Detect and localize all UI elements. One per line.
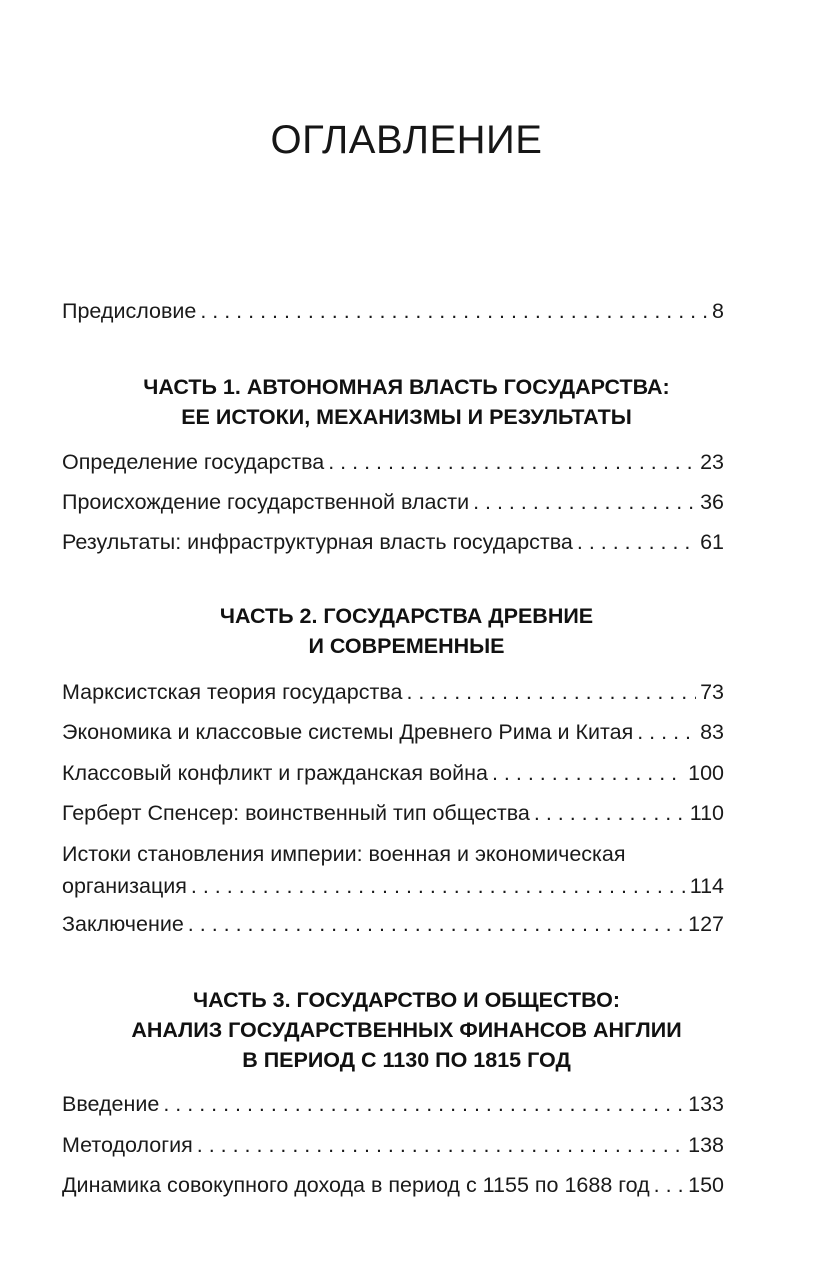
toc-entry [62,527,724,557]
toc-page-number: 36 [700,490,724,514]
toc-entry [62,447,724,477]
toc-entry-label: Герберт Спенсер: воинственный тип общества [62,801,530,825]
toc-page-number: 150 [688,1173,724,1197]
toc-page-number: 138 [688,1133,724,1157]
part-heading-line: В ПЕРИОД С 1130 ПО 1815 ГОД [242,1048,571,1072]
part-heading-line: ЧАСТЬ 1. АВТОНОМНАЯ ВЛАСТЬ ГОСУДАРСТВА: [143,375,670,399]
dot-leader [197,1130,684,1160]
toc-entry-label: Методология [62,1133,193,1157]
toc-entry [62,909,724,939]
part-heading-line: И СОВРЕМЕННЫЕ [308,634,505,658]
dot-leader [328,447,696,477]
part-heading-line: АНАЛИЗ ГОСУДАРСТВЕННЫХ ФИНАНСОВ АНГЛИИ [131,1018,682,1042]
toc-entry-label: Введение [62,1092,160,1116]
toc-entry [62,677,724,707]
toc-page-number: 110 [689,801,724,825]
toc-entry [62,487,724,517]
toc-entry [62,1130,724,1160]
part-heading-line: ЧАСТЬ 2. ГОСУДАРСТВА ДРЕВНИЕ [219,604,594,628]
toc-entry-label: Классовый конфликт и гражданская война [62,761,488,785]
toc-page-number: 73 [700,680,724,704]
toc-entry-preface [62,296,724,326]
toc-page-number: 8 [712,299,724,323]
dot-leader [191,870,686,902]
toc-entry [62,798,724,828]
page-title: ОГЛАВЛЕНИЕ [270,118,543,162]
toc-page-number: 114 [689,874,724,898]
toc-page-number: 127 [688,912,724,936]
toc-entry [62,758,724,788]
toc-entry [62,1089,724,1119]
toc-entry-label: Происхождение государственной власти [62,490,470,514]
dot-leader [188,909,684,939]
toc-entry-label: Динамика совокупного дохода в период с 1155 по 1688 год [62,1173,650,1197]
dot-leader [200,296,708,326]
toc-entry [62,838,724,902]
toc-entry [62,717,724,747]
toc-entry-label: Предисловие [62,299,197,323]
dot-leader [534,798,686,828]
dot-leader [654,1170,684,1200]
toc-entry-label: Марксистская теория государства [62,680,403,704]
toc-entry-label: Истоки становления империи: военная и экономическая [62,842,626,866]
toc-page-number: 83 [700,720,724,744]
toc-entry-label: Экономика и классовые системы Древнего Рима и Китая [62,720,634,744]
part-heading-line: ЕЕ ИСТОКИ, МЕХАНИЗМЫ И РЕЗУЛЬТАТЫ [181,405,632,429]
toc-entry-label-continued: организация [62,874,187,898]
toc-page-number: 61 [700,530,724,554]
toc-entry-label: Определение государства [62,450,325,474]
part-2-heading [0,601,813,661]
part-3-heading [0,985,813,1075]
toc-page-number: 23 [700,450,724,474]
part-1-heading [0,372,813,432]
dot-leader [473,487,696,517]
toc-entry-label: Заключение [62,912,184,936]
dot-leader [577,527,696,557]
dot-leader [637,717,696,747]
dot-leader [163,1089,684,1119]
toc-entry [62,1170,724,1200]
part-heading-line: ЧАСТЬ 3. ГОСУДАРСТВО И ОБЩЕСТВО: [192,988,621,1012]
toc-entry-label: Результаты: инфраструктурная власть государства [62,530,573,554]
dot-leader [492,758,684,788]
toc-page-number: 100 [688,761,724,785]
toc-page-number: 133 [688,1092,724,1116]
dot-leader [406,677,696,707]
